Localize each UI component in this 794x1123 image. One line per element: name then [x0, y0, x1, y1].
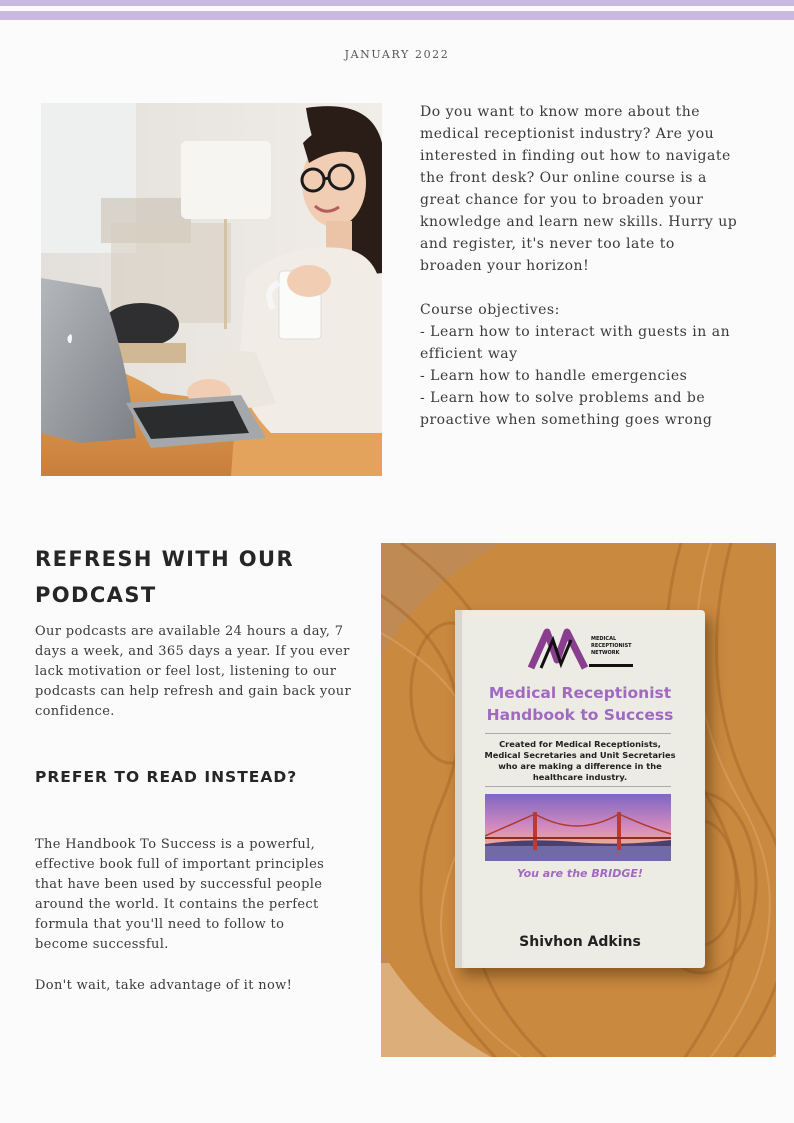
objective-item: - Learn how to solve problems and be proactive when something goes wrong	[420, 390, 713, 428]
podcast-heading	[35, 541, 355, 613]
top-stripe	[0, 0, 794, 6]
book-subtitle-line: healthcare industry.	[532, 772, 628, 782]
course-intro	[420, 101, 740, 431]
book-spine	[455, 610, 462, 968]
objective-item: - Learn how to handle emergencies	[420, 368, 688, 384]
handbook-cover	[455, 610, 705, 968]
read-heading: PREFER TO READ INSTEAD?	[35, 768, 298, 786]
book-subtitle-line: who are making a difference in the	[498, 761, 662, 771]
issue-date: JANUARY 2022	[344, 48, 450, 61]
objectives-title: Course objectives:	[420, 302, 560, 318]
woman-laptop-photo	[41, 103, 382, 476]
book-subtitle-line: Medical Secretaries and Unit Secretaries	[484, 750, 676, 760]
book-title-line1: Medical Receptionist	[488, 684, 672, 702]
book-subtitle	[475, 739, 685, 783]
book-rule-top	[485, 733, 671, 734]
course-intro-paragraph: Do you want to know more about the medical receptionist industry? Are you interested in finding out how to navigate the front desk? Our online course is a great chance for you to broaden your knowledge and learn new skills. Hurry up and register, it's never too late to broaden your horizon!	[420, 104, 738, 274]
podcast-heading-line1: REFRESH WITH OUR	[35, 547, 295, 571]
book-title-line2: Handbook to Success	[486, 706, 674, 724]
bridge-sunset-image	[485, 794, 671, 861]
network-logo-icon	[527, 620, 637, 680]
podcast-text: Our podcasts are available 24 hours a day, 7 days a week, and 365 days a year. If you ever lack motivation or feel lost, listening to our podcasts can help refresh and gain back your confidence.	[35, 624, 352, 719]
objective-item: - Learn how to interact with guests in an efficient way	[420, 324, 731, 362]
book-subtitle-line: Created for Medical Receptionists,	[499, 739, 661, 749]
book-author: Shivhon Adkins	[519, 934, 641, 950]
read-cta: Don't wait, take advantage of it now!	[35, 978, 293, 993]
book-tagline: You are the BRIDGE!	[517, 867, 643, 880]
read-text: The Handbook To Success is a powerful, effective book full of important principles that have been used by successful people around the world. It contains the perfect formula that you'll need to follow to become successful.	[35, 837, 325, 952]
svg-text:MEDICAL: MEDICAL	[591, 636, 617, 642]
book-rule-bottom	[485, 786, 671, 787]
svg-text:RECEPTIONIST: RECEPTIONIST	[591, 643, 632, 649]
podcast-heading-line2: PODCAST	[35, 583, 157, 607]
top-stripe-thick	[0, 11, 794, 20]
svg-text:NETWORK: NETWORK	[591, 650, 620, 656]
handbook-photo	[381, 543, 776, 1057]
book-title	[455, 682, 705, 726]
